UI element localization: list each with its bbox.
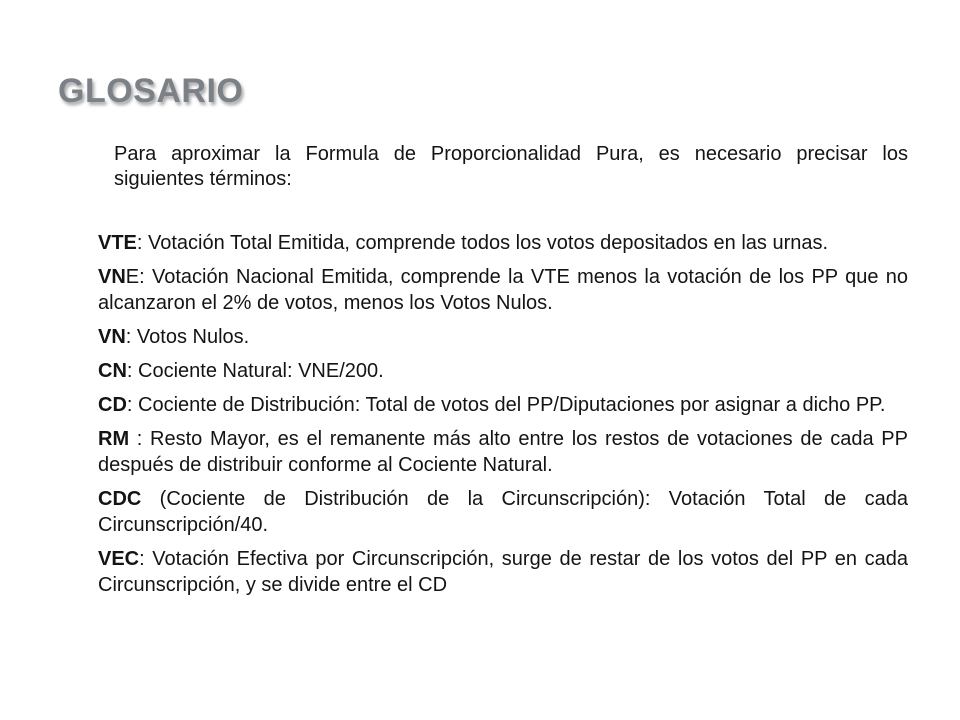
term-label: VN xyxy=(98,326,126,348)
definition-vec xyxy=(98,546,908,598)
intro-paragraph: Para aproximar la Formula de Proporcionalidad Pura, es necesario precisar los siguientes términos: xyxy=(114,143,908,190)
term-label: RM xyxy=(98,428,130,450)
definition-vne xyxy=(98,264,908,316)
definition-vte xyxy=(98,230,908,256)
term-label: VN xyxy=(98,266,126,288)
definition-text: E: Votación Nacional Emitida, comprende la VTE menos la votación de los PP que no alcanzaron el 2% de votos, menos los Votos Nulos. xyxy=(98,266,908,314)
term-label: CN xyxy=(98,360,127,382)
definition-text: : Votación Efectiva por Circunscripción, surge de restar de los votos del PP en cada Circunscripción, y se divide entre el CD xyxy=(98,548,908,596)
term-label: VTE xyxy=(98,232,137,254)
definition-cn xyxy=(98,358,908,384)
definition-vn xyxy=(98,324,908,350)
definition-text: : Votos Nulos. xyxy=(125,326,250,348)
definitions-list xyxy=(98,230,908,606)
definition-text: : Votación Total Emitida, comprende todos los votos depositados en las urnas. xyxy=(136,232,829,254)
definition-cdc xyxy=(98,486,908,538)
term-label: VEC xyxy=(98,548,140,570)
term-label: CD xyxy=(98,394,127,416)
term-label: CDC xyxy=(98,488,142,510)
definition-text: (Cociente de Distribución de la Circunscripción): Votación Total de cada Circunscripción/40. xyxy=(98,488,908,536)
definition-text: : Resto Mayor, es el remanente más alto entre los restos de votaciones de cada PP después de distribuir conforme al Cociente Natural. xyxy=(98,428,908,476)
definition-rm xyxy=(98,426,908,478)
definition-cd xyxy=(98,392,908,418)
definition-text: : Cociente Natural: VNE/200. xyxy=(126,360,384,382)
definition-text: : Cociente de Distribución: Total de votos del PP/Diputaciones por asignar a dicho PP. xyxy=(126,394,886,416)
slide-title: GLOSARIO xyxy=(58,72,244,110)
